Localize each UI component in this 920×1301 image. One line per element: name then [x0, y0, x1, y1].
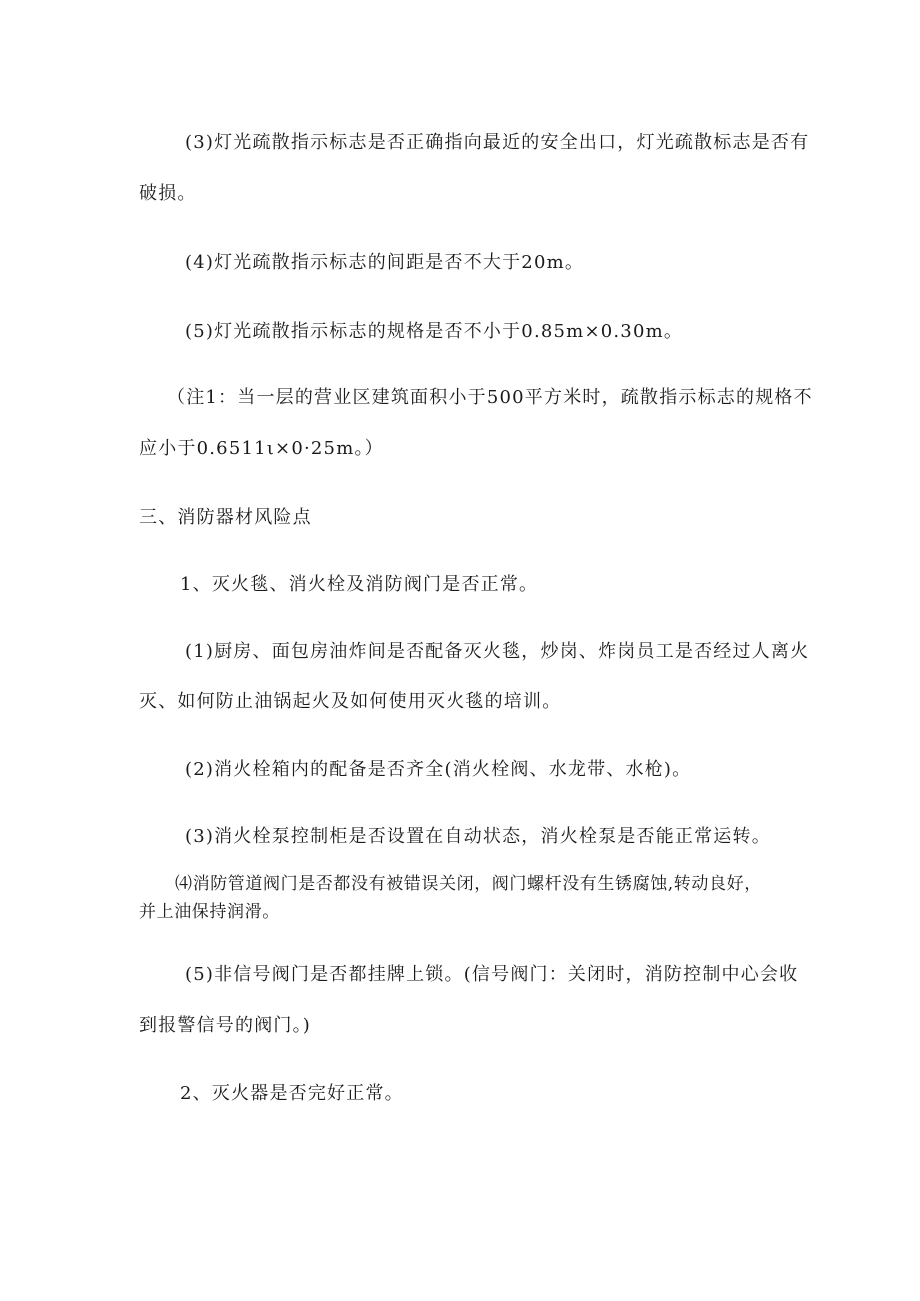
- paragraph-line: (5)非信号阀门是否都挂牌上锁。(信号阀门：关闭时，消防控制中心会收: [185, 964, 799, 985]
- paragraph-line: (3)消火栓泵控制柜是否设置在自动状态，消火栓泵是否能正常运转。: [185, 826, 771, 847]
- paragraph-line: ⑷消防管道阀门是否都没有被错误关闭，阀门螺杆没有生锈腐蚀,转动良好，: [175, 874, 762, 894]
- paragraph-line: （注1：当一层的营业区建筑面积小于500平方米时，疏散指示标志的规格不: [167, 387, 813, 408]
- paragraph-line: 并上油保持润滑。: [139, 902, 280, 922]
- paragraph-line: (4)灯光疏散指示标志的间距是否不大于20m。: [185, 252, 585, 273]
- paragraph-line: 破损。: [139, 183, 197, 204]
- section-heading: 三、消防器材风险点: [139, 507, 312, 528]
- paragraph-line: (5)灯光疏散指示标志的规格是否不小于0.85m×0.30m。: [185, 321, 684, 342]
- paragraph-line: 灭、如何防止油锅起火及如何使用灭火毯的培训。: [139, 691, 562, 712]
- paragraph-line: 到报警信号的阀门。): [139, 1015, 312, 1036]
- paragraph-line: (2)消火栓箱内的配备是否齐全(消火栓阀、水龙带、水枪)。: [185, 759, 692, 780]
- paragraph-line: (1)厨房、面包房油炸间是否配备灭火毯，炒岗、炸岗员工是否经过人离火: [185, 641, 810, 662]
- paragraph-line: (3)灯光疏散指示标志是否正确指向最近的安全出口，灯光疏散标志是否有: [185, 132, 810, 153]
- subsection-heading: 2、灭火器是否完好正常。: [180, 1083, 404, 1104]
- paragraph-line: 应小于0.6511ι×0·25m。）: [139, 438, 384, 459]
- subsection-heading: 1、灭火毯、消火栓及消防阀门是否正常。: [180, 574, 539, 595]
